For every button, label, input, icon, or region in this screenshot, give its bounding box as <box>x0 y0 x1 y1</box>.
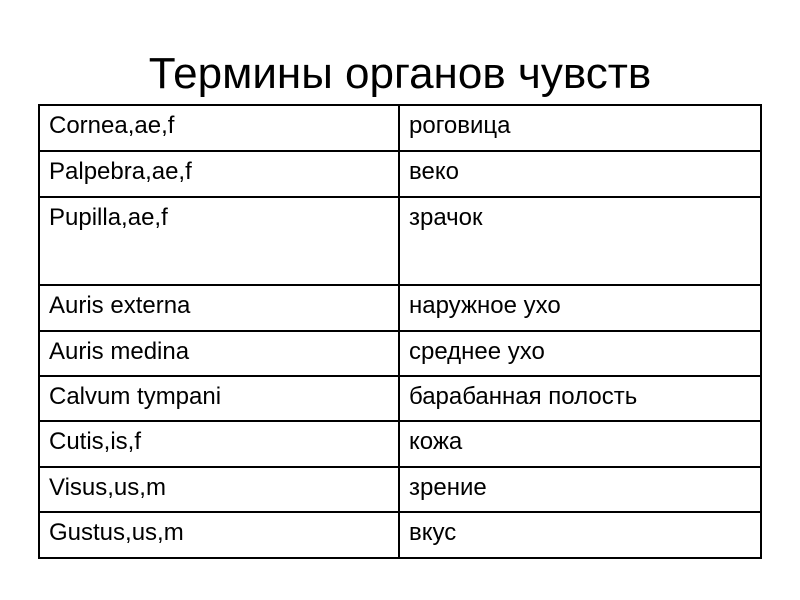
russian-term: наружное ухо <box>399 285 761 331</box>
russian-term: роговица <box>399 105 761 151</box>
russian-term: зрачок <box>399 197 761 285</box>
russian-term: кожа <box>399 421 761 467</box>
table-row <box>39 197 761 285</box>
latin-term: Visus,us,m <box>39 467 399 512</box>
table-row <box>39 151 761 197</box>
table-row <box>39 376 761 421</box>
table-row <box>39 467 761 512</box>
slide-title: Термины органов чувств <box>148 49 652 98</box>
table-row <box>39 105 761 151</box>
latin-term: Auris medina <box>39 331 399 376</box>
latin-term: Calvum tympani <box>39 376 399 421</box>
russian-term: барабанная полость <box>399 376 761 421</box>
table-row <box>39 512 761 558</box>
latin-term: Cornea,ae,f <box>39 105 399 151</box>
latin-term: Auris externa <box>39 285 399 331</box>
latin-term: Cutis,is,f <box>39 421 399 467</box>
russian-term: среднее ухо <box>399 331 761 376</box>
table-row <box>39 285 761 331</box>
latin-term: Gustus,us,m <box>39 512 399 558</box>
russian-term: вкус <box>399 512 761 558</box>
latin-term: Palpebra,ae,f <box>39 151 399 197</box>
table-row <box>39 421 761 467</box>
russian-term: веко <box>399 151 761 197</box>
latin-term: Pupilla,ae,f <box>39 197 399 285</box>
table-row <box>39 331 761 376</box>
russian-term: зрение <box>399 467 761 512</box>
terms-table <box>38 104 762 559</box>
